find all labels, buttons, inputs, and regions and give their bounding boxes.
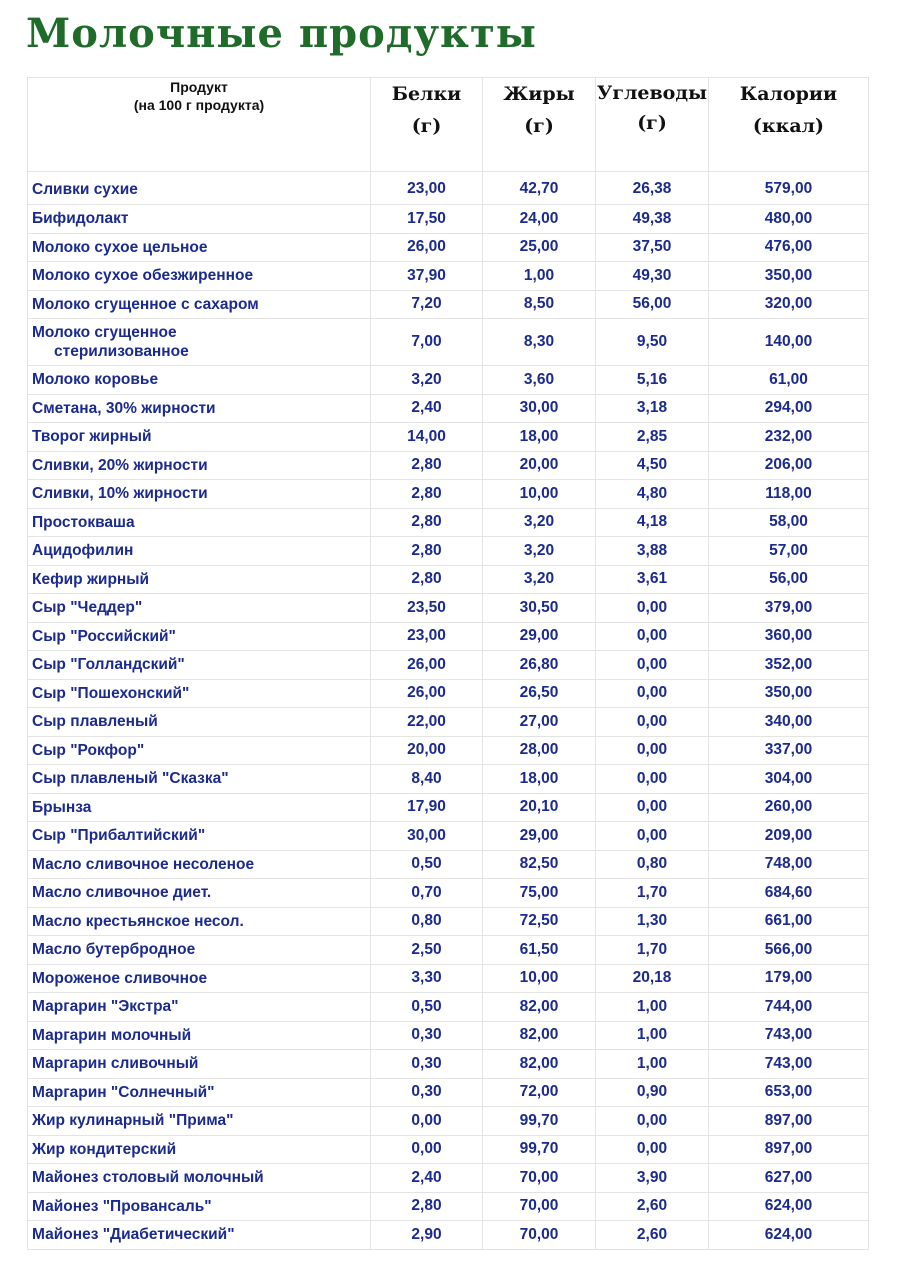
product-name: Простокваша <box>32 513 135 531</box>
carbs-cell: 37,50 <box>596 233 709 262</box>
product-name-cell <box>28 964 371 993</box>
table-row <box>28 708 869 737</box>
table-row <box>28 1050 869 1079</box>
table-row <box>28 394 869 423</box>
calories-cell: 337,00 <box>709 736 869 765</box>
protein-cell: 2,80 <box>371 508 483 537</box>
carbs-cell: 0,00 <box>596 622 709 651</box>
calories-cell: 744,00 <box>709 993 869 1022</box>
product-name-cell <box>28 394 371 423</box>
table-row <box>28 290 869 319</box>
table-row <box>28 679 869 708</box>
carbs-cell: 0,00 <box>596 822 709 851</box>
table-row <box>28 451 869 480</box>
protein-cell: 0,80 <box>371 907 483 936</box>
product-name: Сыр "Российский" <box>32 627 176 645</box>
table-row <box>28 319 869 366</box>
calories-cell: 340,00 <box>709 708 869 737</box>
product-name-cell <box>28 262 371 291</box>
table-row <box>28 262 869 291</box>
calories-cell: 624,00 <box>709 1192 869 1221</box>
table-row <box>28 480 869 509</box>
table-row <box>28 936 869 965</box>
calories-cell: 304,00 <box>709 765 869 794</box>
carbs-cell: 0,80 <box>596 850 709 879</box>
calories-cell: 232,00 <box>709 423 869 452</box>
carbs-cell: 9,50 <box>596 319 709 366</box>
product-name: Майонез "Диабетический" <box>32 1226 235 1244</box>
calories-cell: 627,00 <box>709 1164 869 1193</box>
fat-cell: 10,00 <box>483 480 596 509</box>
fat-cell: 3,20 <box>483 508 596 537</box>
calories-cell: 140,00 <box>709 319 869 366</box>
fat-cell: 82,50 <box>483 850 596 879</box>
fat-cell: 28,00 <box>483 736 596 765</box>
calories-cell: 352,00 <box>709 651 869 680</box>
product-name: Кефир жирный <box>32 570 150 588</box>
calories-cell: 661,00 <box>709 907 869 936</box>
carbs-cell: 3,90 <box>596 1164 709 1193</box>
table-row <box>28 1078 869 1107</box>
header-product <box>28 78 371 172</box>
product-name: Сливки сухие <box>32 180 138 198</box>
carbs-cell: 0,00 <box>596 708 709 737</box>
protein-cell: 2,40 <box>371 1164 483 1193</box>
product-name-cell <box>28 879 371 908</box>
calories-cell: 58,00 <box>709 508 869 537</box>
product-name: Творог жирный <box>32 428 152 446</box>
product-name-cell <box>28 993 371 1022</box>
calories-cell: 350,00 <box>709 262 869 291</box>
product-name: Сыр "Голландский" <box>32 656 185 674</box>
protein-cell: 20,00 <box>371 736 483 765</box>
product-name-cell <box>28 622 371 651</box>
fat-cell: 29,00 <box>483 622 596 651</box>
table-row <box>28 793 869 822</box>
header-fat-unit: (г) <box>524 115 554 137</box>
header-product-unit: (на 100 г продукта) <box>133 97 265 113</box>
table-row <box>28 1164 869 1193</box>
fat-cell: 1,00 <box>483 262 596 291</box>
fat-cell: 99,70 <box>483 1135 596 1164</box>
calories-cell: 350,00 <box>709 679 869 708</box>
calories-cell: 179,00 <box>709 964 869 993</box>
protein-cell: 30,00 <box>371 822 483 851</box>
product-name: Масло крестьянское несол. <box>32 912 244 930</box>
fat-cell: 18,00 <box>483 765 596 794</box>
product-name: Маргарин "Солнечный" <box>32 1083 215 1101</box>
fat-cell: 70,00 <box>483 1164 596 1193</box>
protein-cell: 7,00 <box>371 319 483 366</box>
product-name-cell <box>28 822 371 851</box>
table-row <box>28 537 869 566</box>
carbs-cell: 4,18 <box>596 508 709 537</box>
calories-cell: 566,00 <box>709 936 869 965</box>
protein-cell: 23,00 <box>371 622 483 651</box>
carbs-cell: 20,18 <box>596 964 709 993</box>
product-name: Бифидолакт <box>32 210 129 228</box>
product-name-cell <box>28 1021 371 1050</box>
table-row <box>28 205 869 234</box>
protein-cell: 26,00 <box>371 233 483 262</box>
product-name: Жир кулинарный "Прима" <box>32 1112 234 1130</box>
fat-cell: 25,00 <box>483 233 596 262</box>
product-name-cell <box>28 793 371 822</box>
calories-cell: 61,00 <box>709 366 869 395</box>
product-name: Молоко коровье <box>32 371 159 389</box>
fat-cell: 75,00 <box>483 879 596 908</box>
header-calories-unit: (ккал) <box>752 115 825 137</box>
header-carbs-label: Углеводы <box>596 82 708 104</box>
product-name-cell <box>28 423 371 452</box>
table-row <box>28 172 869 205</box>
fat-cell: 42,70 <box>483 172 596 205</box>
product-name: Сливки, 20% жирности <box>32 456 208 474</box>
product-name-cell <box>28 850 371 879</box>
protein-cell: 26,00 <box>371 679 483 708</box>
protein-cell: 0,70 <box>371 879 483 908</box>
calories-cell: 743,00 <box>709 1050 869 1079</box>
carbs-cell: 3,61 <box>596 565 709 594</box>
protein-cell: 23,00 <box>371 172 483 205</box>
product-name-cell <box>28 290 371 319</box>
page-title: Молочные продукты <box>26 10 537 57</box>
product-name: Майонез столовый молочный <box>32 1169 264 1187</box>
calories-cell: 653,00 <box>709 1078 869 1107</box>
table-row <box>28 879 869 908</box>
product-name: Мороженое сливочное <box>32 969 208 987</box>
nutrition-table <box>27 77 869 1250</box>
carbs-cell: 3,88 <box>596 537 709 566</box>
calories-cell: 57,00 <box>709 537 869 566</box>
fat-cell: 8,50 <box>483 290 596 319</box>
table-row <box>28 907 869 936</box>
fat-cell: 82,00 <box>483 1050 596 1079</box>
product-name-cell <box>28 565 371 594</box>
carbs-cell: 0,00 <box>596 679 709 708</box>
table-row <box>28 366 869 395</box>
product-name-cell <box>28 172 371 205</box>
carbs-cell: 4,80 <box>596 480 709 509</box>
calories-cell: 260,00 <box>709 793 869 822</box>
product-name-cell <box>28 1050 371 1079</box>
product-name: Маргарин молочный <box>32 1026 192 1044</box>
protein-cell: 0,30 <box>371 1078 483 1107</box>
product-name-cell <box>28 1192 371 1221</box>
calories-cell: 743,00 <box>709 1021 869 1050</box>
product-name-cell <box>28 205 371 234</box>
carbs-cell: 1,30 <box>596 907 709 936</box>
product-name: Масло сливочное несоленое <box>32 855 255 873</box>
fat-cell: 3,60 <box>483 366 596 395</box>
fat-cell: 99,70 <box>483 1107 596 1136</box>
protein-cell: 17,50 <box>371 205 483 234</box>
product-name-cell <box>28 233 371 262</box>
product-name-cell <box>28 1135 371 1164</box>
fat-cell: 29,00 <box>483 822 596 851</box>
product-name: Маргарин сливочный <box>32 1055 199 1073</box>
table-header <box>28 78 869 172</box>
product-name-cell <box>28 1078 371 1107</box>
fat-cell: 8,30 <box>483 319 596 366</box>
protein-cell: 3,30 <box>371 964 483 993</box>
carbs-cell: 0,00 <box>596 651 709 680</box>
product-name-cell <box>28 508 371 537</box>
product-name-cell <box>28 679 371 708</box>
calories-cell: 379,00 <box>709 594 869 623</box>
fat-cell: 10,00 <box>483 964 596 993</box>
fat-cell: 20,10 <box>483 793 596 822</box>
table-row <box>28 993 869 1022</box>
protein-cell: 0,30 <box>371 1050 483 1079</box>
table-row <box>28 594 869 623</box>
fat-cell: 3,20 <box>483 537 596 566</box>
header-carbs-unit: (г) <box>637 112 667 134</box>
table-body <box>28 172 869 1250</box>
product-name: Сливки, 10% жирности <box>32 485 208 503</box>
product-name: Молоко сгущенное с сахаром <box>32 295 259 313</box>
protein-cell: 2,80 <box>371 480 483 509</box>
product-name: Молоко сгущенное <box>32 324 177 341</box>
carbs-cell: 0,00 <box>596 594 709 623</box>
product-name-cell <box>28 1107 371 1136</box>
protein-cell: 22,00 <box>371 708 483 737</box>
carbs-cell: 0,90 <box>596 1078 709 1107</box>
carbs-cell: 56,00 <box>596 290 709 319</box>
fat-cell: 82,00 <box>483 1021 596 1050</box>
protein-cell: 2,80 <box>371 451 483 480</box>
protein-cell: 2,50 <box>371 936 483 965</box>
carbs-cell: 0,00 <box>596 736 709 765</box>
product-name: Молоко сухое цельное <box>32 238 208 256</box>
product-name-cell <box>28 765 371 794</box>
fat-cell: 24,00 <box>483 205 596 234</box>
header-product-label: Продукт <box>170 79 228 95</box>
carbs-cell: 1,00 <box>596 1021 709 1050</box>
calories-cell: 294,00 <box>709 394 869 423</box>
product-name-cell <box>28 907 371 936</box>
carbs-cell: 5,16 <box>596 366 709 395</box>
calories-cell: 897,00 <box>709 1107 869 1136</box>
table-row <box>28 1221 869 1250</box>
calories-cell: 480,00 <box>709 205 869 234</box>
header-calories <box>709 78 869 172</box>
fat-cell: 72,00 <box>483 1078 596 1107</box>
header-fat-label: Жиры <box>503 83 575 105</box>
product-name-cell <box>28 319 371 366</box>
protein-cell: 37,90 <box>371 262 483 291</box>
product-name: Сыр "Прибалтийский" <box>32 827 206 845</box>
product-name-cell <box>28 480 371 509</box>
carbs-cell: 0,00 <box>596 1135 709 1164</box>
header-fat <box>483 78 596 172</box>
calories-cell: 624,00 <box>709 1221 869 1250</box>
product-name: Майонез "Провансаль" <box>32 1197 212 1215</box>
header-calories-label: Калории <box>739 83 838 105</box>
table-row <box>28 233 869 262</box>
protein-cell: 2,80 <box>371 1192 483 1221</box>
protein-cell: 0,00 <box>371 1135 483 1164</box>
product-name-cell <box>28 651 371 680</box>
product-name: Масло бутербродное <box>32 941 196 959</box>
product-name-cell <box>28 1164 371 1193</box>
product-name: Жир кондитерский <box>32 1140 177 1158</box>
carbs-cell: 3,18 <box>596 394 709 423</box>
calories-cell: 118,00 <box>709 480 869 509</box>
product-name-cell <box>28 366 371 395</box>
protein-cell: 3,20 <box>371 366 483 395</box>
fat-cell: 18,00 <box>483 423 596 452</box>
fat-cell: 70,00 <box>483 1192 596 1221</box>
header-protein-label: Белки <box>391 83 462 105</box>
fat-cell: 3,20 <box>483 565 596 594</box>
header-row <box>28 78 869 172</box>
product-name: Сыр "Чеддер" <box>32 599 143 617</box>
fat-cell: 26,50 <box>483 679 596 708</box>
table-row <box>28 1192 869 1221</box>
carbs-cell: 0,00 <box>596 793 709 822</box>
protein-cell: 8,40 <box>371 765 483 794</box>
product-name: Сыр "Пошехонский" <box>32 684 190 702</box>
carbs-cell: 2,60 <box>596 1192 709 1221</box>
fat-cell: 82,00 <box>483 993 596 1022</box>
calories-cell: 56,00 <box>709 565 869 594</box>
table-row <box>28 622 869 651</box>
product-name-cell <box>28 736 371 765</box>
table-row <box>28 850 869 879</box>
calories-cell: 206,00 <box>709 451 869 480</box>
header-protein <box>371 78 483 172</box>
table-row <box>28 1135 869 1164</box>
protein-cell: 2,90 <box>371 1221 483 1250</box>
calories-cell: 209,00 <box>709 822 869 851</box>
calories-cell: 579,00 <box>709 172 869 205</box>
protein-cell: 0,50 <box>371 850 483 879</box>
carbs-cell: 1,00 <box>596 1050 709 1079</box>
fat-cell: 20,00 <box>483 451 596 480</box>
header-carbs <box>596 78 709 172</box>
table-row <box>28 508 869 537</box>
product-name: Масло сливочное диет. <box>32 884 212 902</box>
fat-cell: 72,50 <box>483 907 596 936</box>
carbs-cell: 1,00 <box>596 993 709 1022</box>
table-row <box>28 765 869 794</box>
product-name-cell <box>28 1221 371 1250</box>
table-row <box>28 1107 869 1136</box>
fat-cell: 61,50 <box>483 936 596 965</box>
table-row <box>28 736 869 765</box>
protein-cell: 0,00 <box>371 1107 483 1136</box>
header-protein-unit: (г) <box>411 115 442 137</box>
fat-cell: 30,00 <box>483 394 596 423</box>
product-name: Ацидофилин <box>32 542 134 560</box>
protein-cell: 7,20 <box>371 290 483 319</box>
protein-cell: 17,90 <box>371 793 483 822</box>
product-name: Сыр плавленый "Сказка" <box>32 770 229 788</box>
table-row <box>28 822 869 851</box>
product-name-cell <box>28 594 371 623</box>
carbs-cell: 4,50 <box>596 451 709 480</box>
calories-cell: 748,00 <box>709 850 869 879</box>
table-row <box>28 423 869 452</box>
product-name-continued: стерилизованное <box>54 343 189 360</box>
product-name-cell <box>28 537 371 566</box>
product-name: Сметана, 30% жирности <box>32 399 216 417</box>
product-name: Молоко сухое обезжиренное <box>32 267 254 285</box>
product-name: Сыр "Рокфор" <box>32 741 145 759</box>
fat-cell: 27,00 <box>483 708 596 737</box>
product-name: Брынза <box>32 798 92 816</box>
product-name-cell <box>28 936 371 965</box>
carbs-cell: 0,00 <box>596 1107 709 1136</box>
carbs-cell: 2,85 <box>596 423 709 452</box>
carbs-cell: 1,70 <box>596 936 709 965</box>
carbs-cell: 49,38 <box>596 205 709 234</box>
fat-cell: 70,00 <box>483 1221 596 1250</box>
product-name: Маргарин "Экстра" <box>32 998 179 1016</box>
table-row <box>28 651 869 680</box>
calories-cell: 897,00 <box>709 1135 869 1164</box>
fat-cell: 26,80 <box>483 651 596 680</box>
protein-cell: 2,80 <box>371 537 483 566</box>
protein-cell: 2,80 <box>371 565 483 594</box>
protein-cell: 23,50 <box>371 594 483 623</box>
table-row <box>28 565 869 594</box>
carbs-cell: 2,60 <box>596 1221 709 1250</box>
product-name-cell <box>28 708 371 737</box>
calories-cell: 360,00 <box>709 622 869 651</box>
protein-cell: 2,40 <box>371 394 483 423</box>
protein-cell: 0,50 <box>371 993 483 1022</box>
fat-cell: 30,50 <box>483 594 596 623</box>
product-name: Сыр плавленый <box>32 713 158 731</box>
table-row <box>28 964 869 993</box>
calories-cell: 476,00 <box>709 233 869 262</box>
calories-cell: 320,00 <box>709 290 869 319</box>
protein-cell: 14,00 <box>371 423 483 452</box>
calories-cell: 684,60 <box>709 879 869 908</box>
protein-cell: 26,00 <box>371 651 483 680</box>
carbs-cell: 0,00 <box>596 765 709 794</box>
table-row <box>28 1021 869 1050</box>
product-name-cell <box>28 451 371 480</box>
protein-cell: 0,30 <box>371 1021 483 1050</box>
carbs-cell: 26,38 <box>596 172 709 205</box>
carbs-cell: 1,70 <box>596 879 709 908</box>
carbs-cell: 49,30 <box>596 262 709 291</box>
